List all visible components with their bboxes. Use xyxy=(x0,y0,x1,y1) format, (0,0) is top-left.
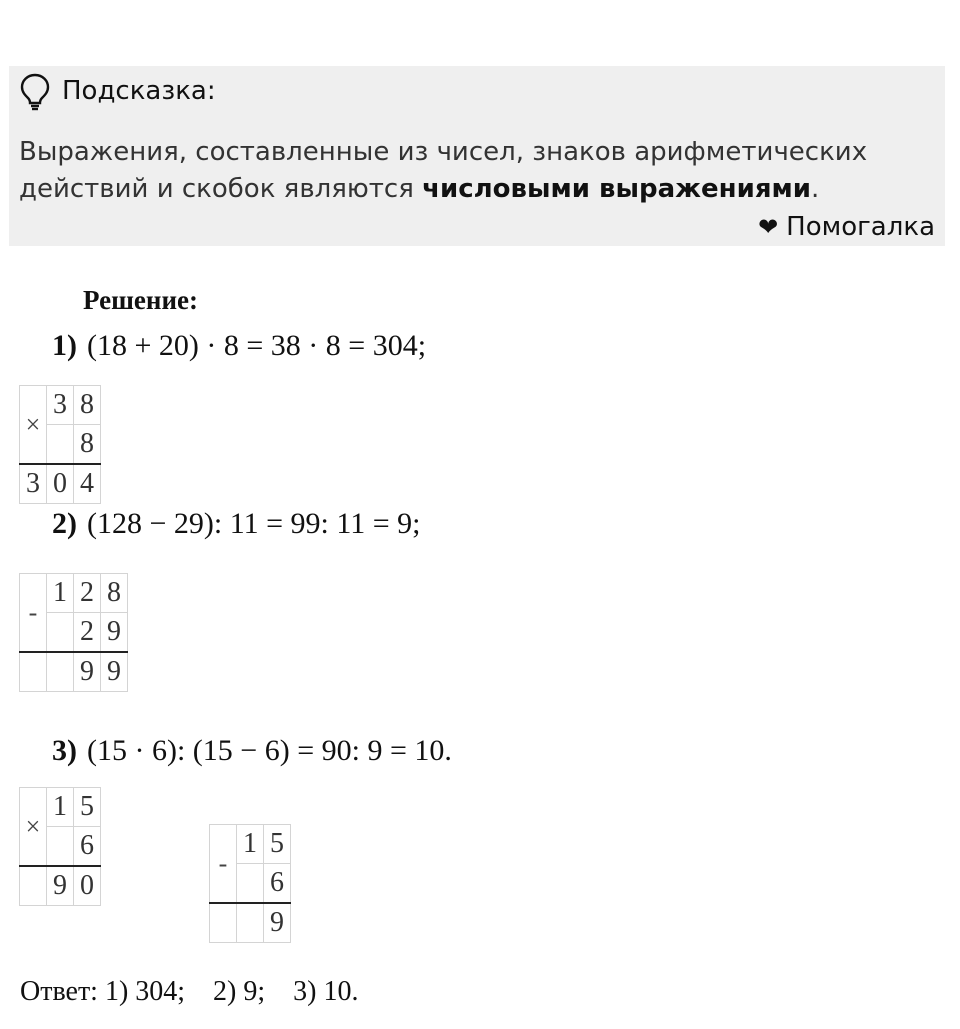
minus-sign: - xyxy=(20,574,47,653)
lightbulb-icon xyxy=(20,73,50,111)
answer-line: Ответ: 1) 304; 2) 9; 3) 10. xyxy=(20,976,359,1007)
step-1: 1) (18 + 20) · 8 = 38 · 8 = 304; xyxy=(52,329,427,362)
column-subtraction-2: - 1 5 6 9 xyxy=(209,824,291,943)
solution-title: Решение: xyxy=(83,285,198,315)
minus-sign: - xyxy=(210,825,237,904)
multiply-sign: × xyxy=(20,788,47,867)
multiply-sign: × xyxy=(20,386,47,465)
credit-link[interactable]: ❤ Помогалка xyxy=(758,212,935,242)
hint-title: Подсказка: xyxy=(62,76,216,106)
hint-bold-term: числовыми выражениями xyxy=(422,174,811,204)
column-multiplication-1: × 3 8 8 3 0 4 xyxy=(19,385,101,504)
column-multiplication-2: × 1 5 6 9 0 xyxy=(19,787,101,906)
step-3: 3) (15 · 6): (15 − 6) = 90: 9 = 10. xyxy=(52,734,452,767)
column-subtraction-1: - 1 2 8 2 9 9 9 xyxy=(19,573,128,692)
heart-icon: ❤ xyxy=(758,213,779,241)
hint-text: Выражения, составленные из чисел, знаков арифметических действий и скобок являются числовыми выражениями. xyxy=(19,137,868,204)
step-2: 2) (128 − 29): 11 = 99: 11 = 9; xyxy=(52,507,421,540)
